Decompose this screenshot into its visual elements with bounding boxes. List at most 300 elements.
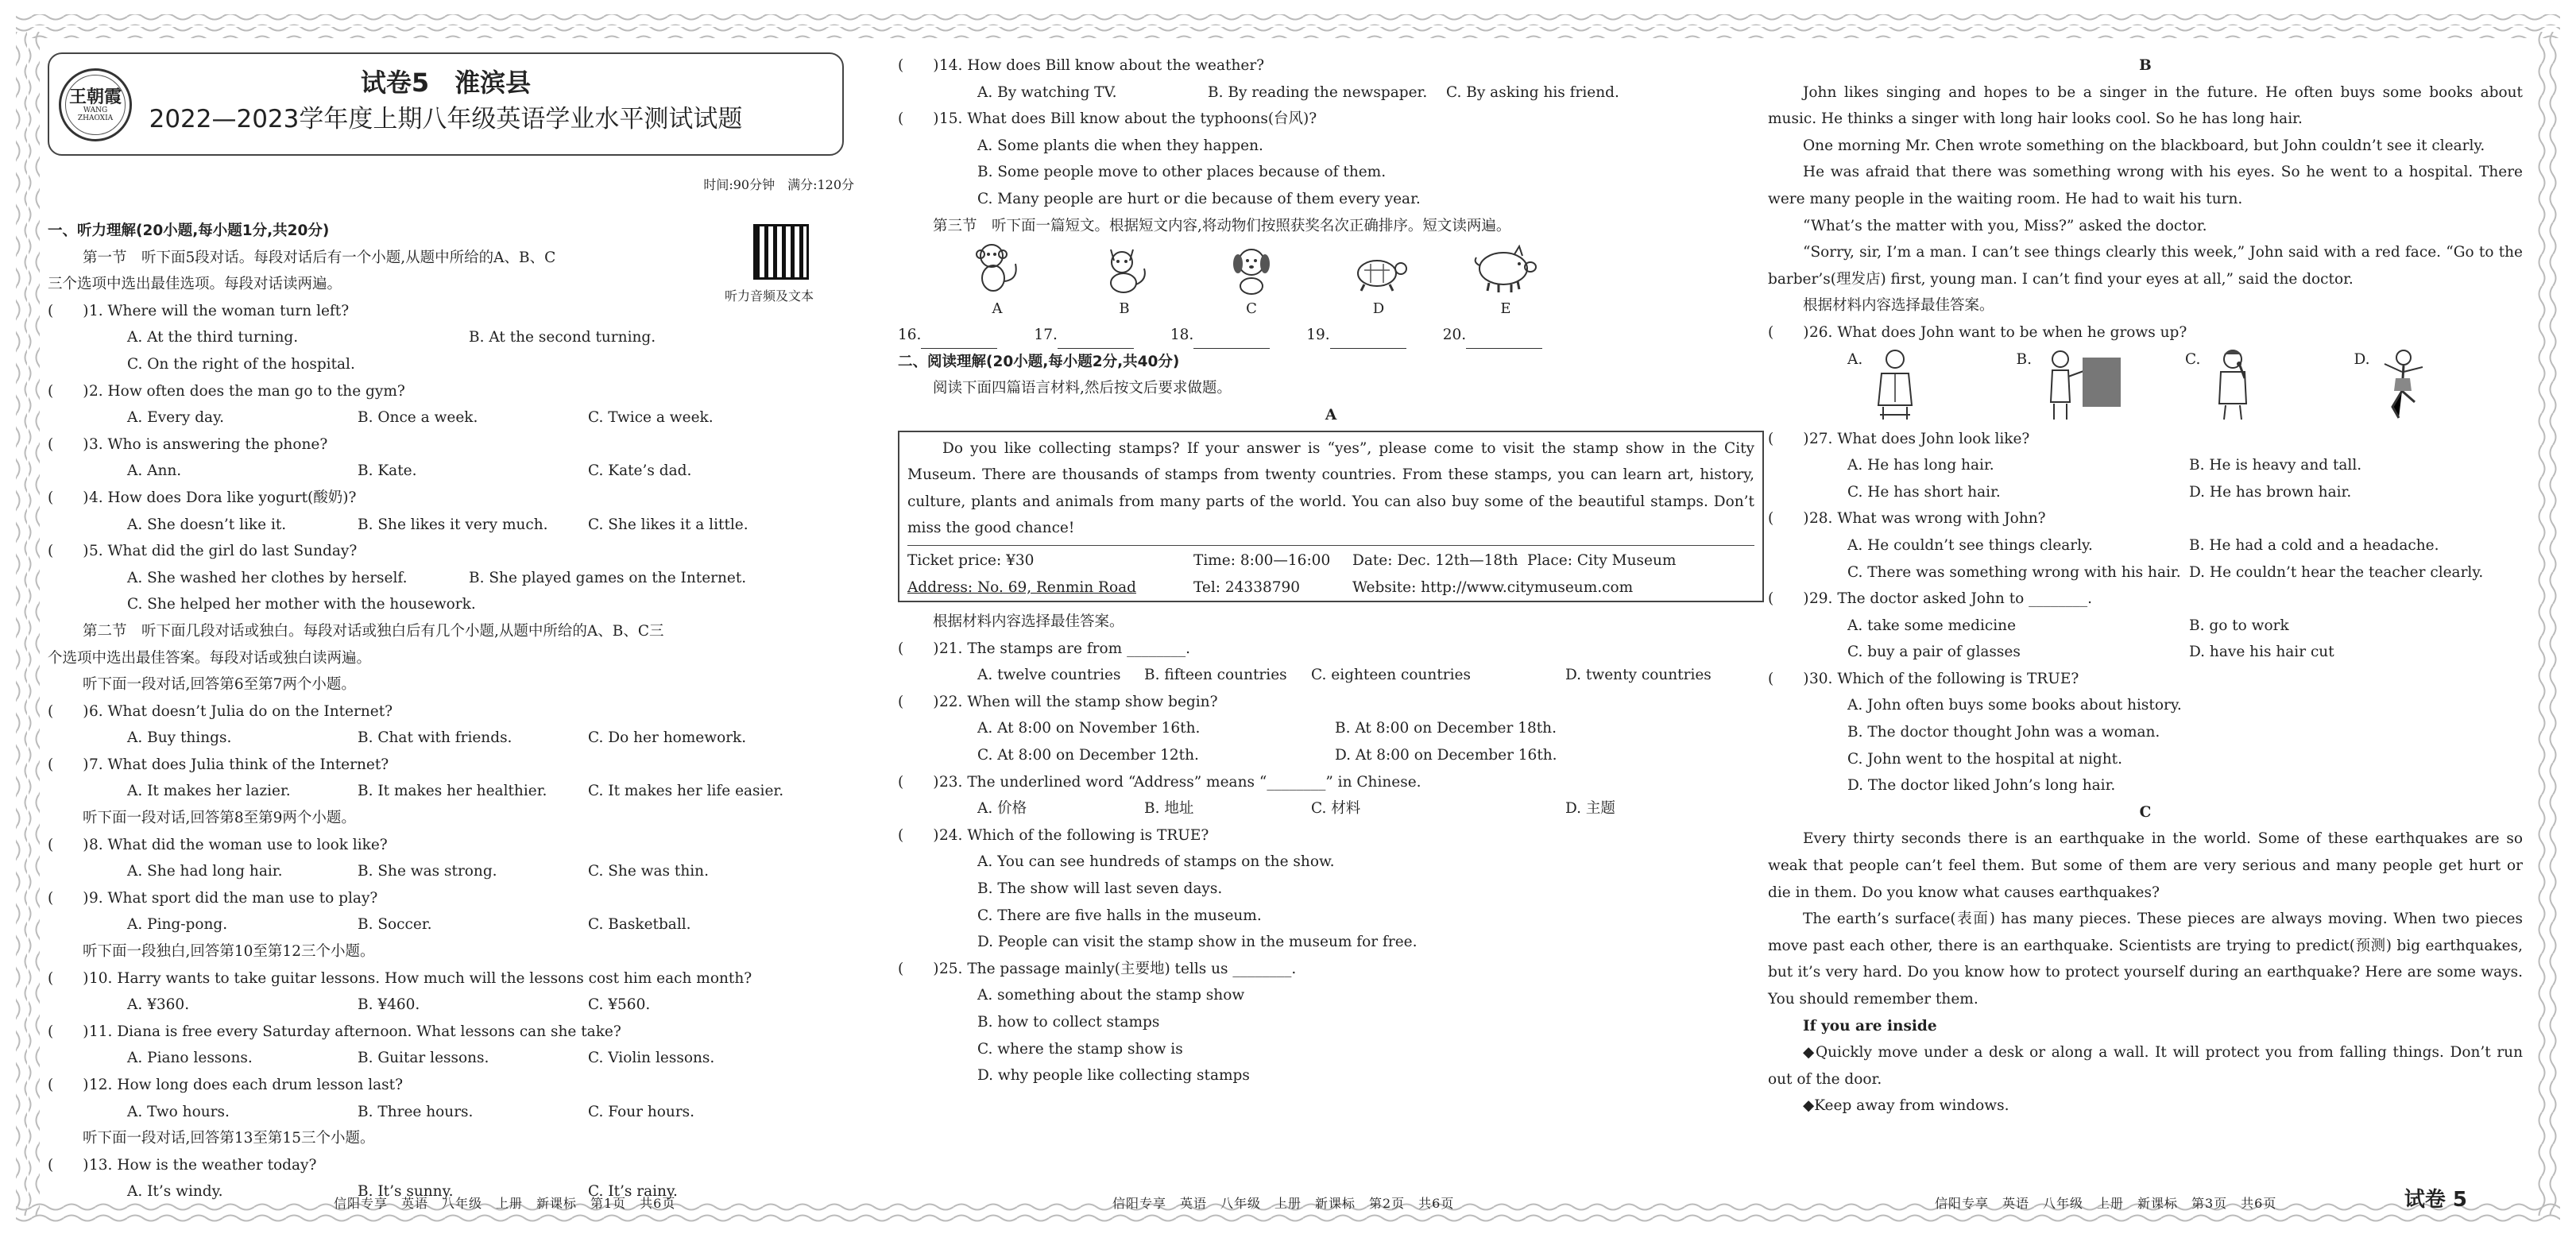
option-c[interactable]: C. There was something wrong with his hair. — [1847, 563, 2181, 581]
question-number: 23 — [939, 773, 958, 791]
option-b[interactable]: B. fifteen countries — [1144, 667, 1287, 684]
question-30: ( ) 30 . Which of the following is TRUE? — [1768, 666, 2523, 693]
options — [898, 715, 1764, 742]
option-b[interactable]: B. Chat with friends. — [358, 729, 512, 747]
option-b[interactable]: B. The doctor thought John was a woman. — [1847, 724, 2160, 741]
options — [48, 858, 854, 885]
question-stem: What does John look like? — [1837, 430, 2030, 447]
passage-b-paragraph: “Sorry, sir, I’m a man. I can’t see things clearly this week,” John said with a red face. “Go to the barber’s(理发店) first, young man. I can’t find your eyes at all,” said the doctor. — [1768, 244, 2523, 288]
question-stem: What does John want to be when he grows up? — [1837, 323, 2187, 341]
question-27: ( ) 27 . What does John look like? — [1768, 426, 2523, 453]
option-letter: D. — [2354, 350, 2370, 368]
question-3: ( ) 3 . Who is answering the phone? — [48, 431, 854, 458]
option-c[interactable]: C. Many people are hurt or die because of them every year. — [977, 190, 1421, 207]
option-b[interactable]: B. She likes it very much. — [358, 516, 548, 533]
option-a[interactable]: A. Ann. — [127, 462, 182, 480]
exam-sheet — [48, 52, 2528, 1212]
question-stem: The underlined word “Address” means “________” in Chinese. — [967, 773, 1421, 791]
question-stem: How does Dora like yogurt(酸奶)? — [107, 489, 357, 506]
option-d[interactable]: D. People can visit the stamp show in the museum for free. — [977, 934, 1418, 951]
answer-paren[interactable]: ( ) — [1768, 670, 1809, 687]
passage-label: C — [2139, 803, 2152, 821]
option-b[interactable]: B. At the second turning. — [469, 329, 656, 346]
option-c[interactable]: C. It makes her life easier. — [588, 783, 784, 800]
answer-paren[interactable]: ( ) — [1768, 430, 1809, 447]
question-stem: Diana is free every Saturday afternoon. What lessons can she take? — [117, 1023, 621, 1040]
instruction: 第二节 听下面几段对话或独白。每段对话或独白后有几个小题,从题中所给的A、B、C三 — [83, 622, 664, 640]
answer-blank-20[interactable] — [1443, 322, 1542, 349]
question-number: 28 — [1809, 510, 1828, 528]
question-number: 27 — [1809, 430, 1828, 447]
instruction: 听下面一段对话,回答第13至第15三个小题。 — [83, 1130, 375, 1147]
question-28: ( ) 28 . What was wrong with John? — [1768, 505, 2523, 532]
job-picture — [2375, 346, 2431, 431]
option-b[interactable]: B. At 8:00 on December 18th. — [1335, 720, 1557, 737]
answer-paren[interactable]: ( ) — [48, 1023, 89, 1040]
instruction: 第一节 听下面5段对话。每段对话后有一个小题,从题中所给的A、B、C — [83, 249, 556, 266]
blank-line[interactable] — [1193, 331, 1270, 349]
answer-paren[interactable]: ( ) — [1768, 323, 1809, 341]
options — [48, 778, 854, 805]
picture-label: C — [1246, 300, 1257, 317]
option-a[interactable]: A. She washed her clothes by herself. — [127, 569, 408, 586]
option-a[interactable]: A. Some plants die when they happen. — [977, 137, 1263, 154]
option-b[interactable]: B. He is heavy and tall. — [2189, 457, 2362, 474]
show-address: Address: No. 69, Renmin Road — [907, 578, 1136, 596]
animal-picture-b — [1089, 240, 1160, 323]
option-b[interactable]: B. Soccer. — [358, 916, 432, 934]
option-d[interactable]: D. He has brown hair. — [2189, 483, 2352, 501]
job-picture — [2205, 346, 2261, 431]
passage-label: B — [2139, 57, 2152, 74]
options — [48, 725, 854, 752]
passage-a-box — [898, 431, 1764, 603]
passage-c-paragraph: Every thirty seconds there is an earthquake in the world. Some of these earthquakes are so weak that people can’t feel them. But some of them are very serious and many people get hurt or die in them. Do you know what causes earthquakes? — [1768, 830, 2523, 901]
option-c[interactable]: C. She was thin. — [588, 863, 709, 880]
job-option-c[interactable] — [2185, 346, 2354, 431]
option-c[interactable]: C. Violin lessons. — [588, 1050, 715, 1067]
question-number: 3 — [89, 435, 99, 453]
option-a[interactable]: A. Every day. — [127, 409, 224, 427]
cat-icon — [1097, 240, 1152, 296]
question-stem: Where will the woman turn left? — [107, 302, 350, 319]
question-stem: What sport did the man use to play? — [107, 889, 378, 907]
answer-blank-19[interactable] — [1306, 322, 1406, 349]
option-a[interactable]: A. He couldn’t see things clearly. — [1847, 536, 2093, 554]
option-b[interactable]: B. It makes her healthier. — [358, 783, 547, 800]
options — [898, 903, 1764, 930]
option-b[interactable]: B. By reading the newspaper. — [1208, 83, 1428, 101]
question-number: 2 — [89, 382, 99, 400]
options — [898, 795, 1764, 822]
safety-tip: ◆Keep away from windows. — [1803, 1097, 2009, 1115]
instruction: 个选项中选出最佳答案。每段对话或独白读两遍。 — [48, 649, 372, 667]
option-a[interactable]: A. Piano lessons. — [127, 1050, 253, 1067]
question-2: ( ) 2 . How often does the man go to the gym? — [48, 378, 854, 405]
job-option-d[interactable] — [2354, 346, 2524, 431]
question-26: ( ) 26 . What does John want to be when he grows up? — [1768, 319, 2523, 346]
logo-text: 王朝霞 — [68, 87, 122, 107]
option-c[interactable]: C. He has short hair. — [1847, 483, 2001, 501]
options — [898, 79, 1764, 106]
blank-number: 20. — [1442, 327, 1467, 344]
option-c[interactable]: C. Twice a week. — [588, 409, 714, 427]
title-box — [48, 52, 844, 156]
question-stem: What was wrong with John? — [1837, 510, 2046, 528]
option-c[interactable]: C. ¥560. — [588, 996, 651, 1014]
question-13: ( ) 13 . How is the weather today? — [48, 1152, 854, 1179]
question-stem: What did the girl do last Sunday? — [107, 543, 358, 560]
option-a[interactable]: A. something about the stamp show — [977, 987, 1245, 1004]
instruction: 阅读下面四篇语言材料,然后按文后要求做题。 — [933, 380, 1232, 397]
option-a[interactable]: A. John often buys some books about history. — [1847, 697, 2182, 714]
question-number: 8 — [89, 836, 99, 853]
option-a[interactable]: A. By watching TV. — [977, 83, 1117, 101]
option-c[interactable]: C. Do her homework. — [588, 729, 747, 747]
answer-paren[interactable]: ( ) — [48, 756, 89, 773]
option-c[interactable]: C. where the stamp show is — [977, 1040, 1183, 1058]
answer-blanks — [898, 322, 1764, 349]
option-a[interactable]: A. take some medicine — [1847, 617, 2017, 634]
answer-paren[interactable]: ( ) — [898, 693, 939, 710]
question-23: ( ) 23 . The underlined word “Address” means “________” in Chinese. — [898, 769, 1764, 796]
show-time: Time: 8:00—16:00 — [1193, 551, 1331, 569]
question-number: 5 — [89, 543, 99, 560]
doctor-icon — [1867, 346, 1923, 422]
dog-icon — [1224, 240, 1279, 296]
blank-number: 19. — [1306, 327, 1330, 344]
picture-label: E — [1500, 300, 1511, 317]
question-number: 15 — [939, 110, 958, 128]
answer-paren[interactable]: ( ) — [48, 382, 89, 400]
job-option-b[interactable] — [2017, 346, 2186, 431]
question-11: ( ) 11 . Diana is free every Saturday afternoon. What lessons can she take? — [48, 1019, 854, 1046]
blank-number: 17. — [1034, 327, 1058, 344]
option-c[interactable]: C. On the right of the hospital. — [127, 355, 355, 373]
answer-paren[interactable]: ( ) — [1768, 590, 1809, 608]
question-14: ( ) 14 . How does Bill know about the weather? — [898, 52, 1764, 79]
question-number: 12 — [89, 1077, 108, 1093]
question-number: 25 — [939, 960, 958, 977]
option-a[interactable]: A. twelve countries — [977, 667, 1121, 684]
question-stem: Who is answering the phone? — [107, 435, 328, 453]
footer: 信阳专享 英语 八年级 上册 新课标 第3页 共6页 — [1935, 1196, 2277, 1211]
options — [48, 512, 854, 539]
blank-line[interactable] — [921, 331, 997, 349]
blank-number: 18. — [1170, 327, 1194, 344]
options — [898, 742, 1764, 769]
passage-a-info — [907, 545, 1754, 601]
question-number: 22 — [939, 693, 958, 710]
answer-paren[interactable]: ( ) — [48, 1077, 89, 1093]
option-c[interactable]: C. buy a pair of glasses — [1847, 644, 2021, 661]
option-a[interactable]: A. You can see hundreds of stamps on the show. — [977, 853, 1335, 871]
option-b[interactable]: B. 地址 — [1144, 800, 1194, 818]
option-letter: B. — [2016, 350, 2032, 368]
logo-sub: WANG ZHAOXIA — [77, 106, 114, 122]
option-b[interactable]: B. It’s sunny. — [358, 1183, 454, 1201]
option-d[interactable]: D. have his hair cut — [2189, 644, 2334, 661]
job-option-a[interactable] — [1847, 346, 2017, 431]
option-a[interactable]: A. Ping-pong. — [127, 916, 228, 934]
question-number: 21 — [939, 640, 958, 657]
question-15: ( ) 15 . What does Bill know about the typhoons(台风)? — [898, 106, 1764, 133]
option-d[interactable]: D. The doctor liked John’s long hair. — [1847, 777, 2116, 795]
question-number: 11 — [89, 1023, 108, 1040]
option-d[interactable]: D. twenty countries — [1565, 667, 1712, 684]
option-c[interactable]: C. John went to the hospital at night. — [1847, 750, 2122, 768]
job-picture — [2036, 346, 2124, 431]
answer-paren[interactable]: ( ) — [48, 969, 89, 987]
show-tel: Tel: 24338790 — [1193, 578, 1301, 596]
answer-paren[interactable]: ( ) — [48, 302, 89, 319]
option-d[interactable]: D. He couldn’t hear the teacher clearly. — [2189, 563, 2484, 581]
qr-caption: 听力音频及文本 — [725, 288, 814, 304]
option-c[interactable]: C. Four hours. — [588, 1103, 695, 1120]
option-b[interactable]: B. go to work — [2189, 617, 2289, 634]
question-stem: Which of the following is TRUE? — [967, 826, 1209, 844]
options — [48, 591, 854, 618]
option-a[interactable]: A. 价格 — [977, 800, 1027, 818]
section-heading: 二、阅读理解(20小题,每小题2分,共40分) — [898, 353, 1180, 370]
answer-paren[interactable]: ( ) — [898, 640, 939, 657]
option-a[interactable]: A. Two hours. — [127, 1103, 230, 1120]
option-b[interactable]: B. The show will last seven days. — [977, 880, 1223, 898]
show-date: Date: Dec. 12th—18th — [1352, 551, 1518, 569]
answer-paren[interactable]: ( ) — [48, 543, 89, 560]
animal-picture-a — [961, 240, 1033, 323]
footer: 信阳专享 英语 八年级 上册 新课标 第1页 共6页 — [334, 1196, 676, 1211]
options — [1768, 719, 2523, 746]
options — [48, 351, 854, 378]
blank-number: 16. — [898, 327, 922, 344]
options — [1768, 692, 2523, 719]
question-number: 26 — [1809, 323, 1828, 341]
instruction: 听下面一段独白,回答第10至第12三个小题。 — [83, 943, 375, 961]
instruction: 根据材料内容选择最佳答案。 — [933, 613, 1124, 631]
question-4: ( ) 4 . How does Dora like yogurt(酸奶)? — [48, 485, 854, 512]
turtle-icon — [1347, 248, 1410, 296]
show-place: Place: City Museum — [1527, 551, 1677, 569]
answer-paren[interactable]: ( ) — [898, 773, 939, 791]
paper-tag: 试卷 5 — [2404, 1188, 2467, 1212]
ticket-price: Ticket price: ¥30 — [907, 551, 1035, 569]
blank-line[interactable] — [1330, 331, 1406, 349]
question-stem: The doctor asked John to ________. — [1837, 590, 2093, 608]
options — [48, 565, 854, 592]
question-number: 9 — [89, 889, 99, 907]
option-b[interactable]: B. Guitar lessons. — [358, 1050, 489, 1067]
question-25: ( ) 25 . The passage mainly(主要地) tells us ________. — [898, 956, 1764, 983]
option-a[interactable]: A. At the third turning. — [127, 329, 299, 346]
option-d[interactable]: D. 主题 — [1565, 800, 1615, 818]
option-a[interactable]: A. It makes her lazier. — [127, 783, 291, 800]
options — [48, 404, 854, 431]
answer-paren[interactable]: ( ) — [898, 57, 939, 74]
question-stem: The passage mainly(主要地) tells us ________. — [967, 960, 1297, 977]
answer-paren[interactable]: ( ) — [898, 960, 939, 977]
options — [898, 159, 1764, 186]
answer-paren[interactable]: ( ) — [48, 889, 89, 907]
answer-paren[interactable]: ( ) — [1768, 510, 1809, 528]
answer-paren[interactable]: ( ) — [48, 489, 89, 506]
exam-subtitle: 2022—2023学年度上期八年级英语学业水平测试试题 — [149, 105, 743, 133]
question-24: ( ) 24 . Which of the following is TRUE? — [898, 822, 1764, 849]
option-a[interactable]: A. ¥360. — [127, 996, 190, 1014]
answer-paren[interactable]: ( ) — [48, 836, 89, 853]
options — [898, 929, 1764, 956]
question-number: 30 — [1809, 670, 1828, 687]
section-heading: 一、听力理解(20小题,每小题1分,共20分) — [48, 222, 330, 239]
option-a[interactable]: A. She had long hair. — [127, 863, 283, 880]
safety-tip: ◆Quickly move under a desk or along a wall. It will protect you from falling things. Don’t run out of the door. — [1768, 1044, 2523, 1088]
question-stem: How often does the man go to the gym? — [107, 382, 405, 400]
question-stem: Harry wants to take guitar lessons. How much will the lessons cost him each month? — [117, 969, 752, 987]
option-b[interactable]: B. She played games on the Internet. — [469, 569, 747, 586]
question-stem: What does Julia think of the Internet? — [107, 756, 389, 773]
options — [1768, 479, 2523, 506]
animal-picture-c — [1216, 240, 1287, 323]
passage-c-paragraph: The earth’s surface(表面) has many pieces. These pieces are always moving. When two pieces move past each other, there is an earthquake. Scientists are trying to predict(预测) big earthquakes, but it’s very hard. Do you know how to protect yourself during an earthquake? Here are some ways. You should remember them. — [1768, 911, 2523, 1008]
instruction: 根据材料内容选择最佳答案。 — [1803, 297, 1994, 315]
blank-line[interactable] — [1058, 331, 1134, 349]
option-d[interactable]: D. why people like collecting stamps — [977, 1067, 1250, 1085]
blank-line[interactable] — [1466, 331, 1542, 349]
option-b[interactable]: B. how to collect stamps — [977, 1014, 1160, 1031]
passage-b-paragraph: John likes singing and hopes to be a singer in the future. He often buys some books about music. He thinks a singer with long hair looks cool. So he has long hair. — [1768, 83, 2523, 128]
exam-meta: 时间:90分钟 满分:120分 — [703, 177, 854, 192]
footer: 信阳专享 英语 八年级 上册 新课标 第2页 共6页 — [1112, 1196, 1455, 1211]
instruction: 三个选项中选出最佳选项。每段对话读两遍。 — [48, 276, 342, 293]
options — [48, 992, 854, 1019]
answer-blank-16[interactable] — [898, 322, 997, 349]
option-c[interactable]: C. eighteen countries — [1311, 667, 1471, 684]
option-c[interactable]: C. She likes it a little. — [588, 516, 748, 533]
option-b[interactable]: B. Three hours. — [358, 1103, 474, 1120]
question-8: ( ) 8 . What did the woman use to look like? — [48, 832, 854, 859]
dancer-icon — [2375, 346, 2431, 422]
page-2 — [898, 52, 1764, 1211]
page-3 — [1768, 52, 2523, 1212]
question-number: 10 — [89, 969, 108, 987]
answer-paren[interactable]: ( ) — [48, 1156, 89, 1174]
pig-icon — [1470, 240, 1541, 296]
options — [1768, 532, 2523, 559]
animal-picture-d — [1343, 248, 1414, 323]
question-22: ( ) 22 . When will the stamp show begin? — [898, 689, 1764, 716]
picture-label: A — [992, 300, 1003, 317]
option-b[interactable]: B. Kate. — [358, 462, 417, 480]
option-letter: C. — [2185, 350, 2201, 368]
animal-pictures — [898, 239, 1764, 322]
option-b[interactable]: B. Once a week. — [358, 409, 478, 427]
option-letter: A. — [1847, 350, 1863, 368]
question-stem: How is the weather today? — [117, 1156, 317, 1174]
option-c[interactable]: C. There are five halls in the museum. — [977, 907, 1262, 924]
option-c[interactable]: C. She helped her mother with the housework. — [127, 596, 476, 613]
options — [48, 458, 854, 485]
question-21: ( ) 21 . The stamps are from ________. — [898, 636, 1764, 663]
option-c[interactable]: C. By asking his friend. — [1446, 83, 1619, 101]
question-29: ( ) 29 . The doctor asked John to ________. — [1768, 586, 2523, 613]
option-c[interactable]: C. Basketball. — [588, 916, 691, 934]
option-b[interactable]: B. He had a cold and a headache. — [2189, 536, 2439, 554]
question-9: ( ) 9 . What sport did the man use to play? — [48, 885, 854, 912]
question-number: 4 — [89, 489, 99, 506]
answer-paren[interactable]: ( ) — [898, 826, 939, 844]
option-b[interactable]: B. Some people move to other places because of them. — [977, 164, 1387, 181]
question-10: ( ) 10 . Harry wants to take guitar lessons. How much will the lessons cost him each month? — [48, 965, 854, 992]
question-number: 24 — [939, 826, 958, 844]
job-picture — [1867, 346, 1923, 431]
question-number: 1 — [89, 302, 99, 319]
options — [898, 982, 1764, 1009]
teacher-icon — [2036, 346, 2124, 422]
question-stem: The stamps are from ________. — [967, 640, 1190, 657]
passage-a-text: Do you like collecting stamps? If your answer is “yes”, please come to visit the stamp show in the City Museum. There are thousands of stamps from twenty countries. From these stamps, you can learn art, history, culture, plants and animals from many parts of the world. You can also buy some of the beautiful stamps. Don’t miss the good chance! — [907, 439, 1754, 537]
answer-paren[interactable]: ( ) — [48, 435, 89, 453]
option-d[interactable]: D. At 8:00 on December 16th. — [1335, 747, 1557, 764]
question-stem: Which of the following is TRUE? — [1837, 670, 2079, 687]
question-stem: What does Bill know about the typhoons(台风)? — [967, 110, 1317, 128]
subheading: If you are inside — [1803, 1017, 1937, 1035]
question-stem: What doesn’t Julia do on the Internet? — [107, 702, 393, 720]
options — [48, 1045, 854, 1072]
options — [898, 133, 1764, 160]
question-number: 6 — [89, 702, 99, 720]
passage-b-paragraph: One morning Mr. Chen wrote something on the blackboard, but John couldn’t see it clearly. — [1803, 137, 2485, 154]
option-b[interactable]: B. ¥460. — [358, 996, 420, 1014]
question-number: 29 — [1809, 590, 1828, 608]
question-5: ( ) 5 . What did the girl do last Sunday? — [48, 538, 854, 565]
question-stem: When will the stamp show begin? — [967, 693, 1218, 710]
answer-paren[interactable]: ( ) — [48, 702, 89, 720]
instruction: 听下面一段对话,回答第6至第7两个小题。 — [83, 676, 356, 694]
answer-blank-18[interactable] — [1170, 322, 1270, 349]
option-c[interactable]: C. It’s rainy. — [588, 1183, 678, 1201]
option-a[interactable]: A. Buy things. — [127, 729, 232, 747]
instruction: 第三节 听下面一篇短文。根据短文内容,将动物们按照获奖名次正确排序。短文读两遍。 — [933, 217, 1511, 234]
question-stem: How long does each drum lesson last? — [117, 1077, 404, 1093]
options — [1768, 746, 2523, 773]
question-12: ( ) 12 . How long does each drum lesson last? — [48, 1072, 854, 1099]
singer-icon — [2205, 346, 2261, 422]
option-a[interactable]: A. He has long hair. — [1847, 457, 1994, 474]
option-a[interactable]: A. She doesn’t like it. — [127, 516, 287, 533]
options — [898, 1036, 1764, 1063]
options — [48, 324, 854, 351]
options — [1768, 559, 2523, 586]
question-number: 13 — [89, 1156, 108, 1174]
options — [898, 1062, 1764, 1089]
option-b[interactable]: B. She was strong. — [358, 863, 497, 880]
option-c[interactable]: C. Kate’s dad. — [588, 462, 692, 480]
option-c[interactable]: C. At 8:00 on December 12th. — [977, 747, 1199, 764]
option-a[interactable]: A. At 8:00 on November 16th. — [977, 720, 1201, 737]
exam-title: 试卷5 淮滨县 — [360, 68, 532, 98]
question-6: ( ) 6 . What doesn’t Julia do on the Internet? — [48, 698, 854, 725]
answer-paren[interactable]: ( ) — [898, 110, 939, 128]
question-1: ( ) 1 . Where will the woman turn left? — [48, 298, 854, 325]
options — [898, 662, 1764, 689]
answer-blank-17[interactable] — [1034, 322, 1133, 349]
options — [1768, 452, 2523, 479]
job-pictures — [1768, 346, 2523, 426]
page-1 — [48, 52, 854, 1211]
option-a[interactable]: A. It’s windy. — [127, 1183, 223, 1201]
option-c[interactable]: C. 材料 — [1311, 800, 1361, 818]
question-number: 7 — [89, 756, 99, 773]
